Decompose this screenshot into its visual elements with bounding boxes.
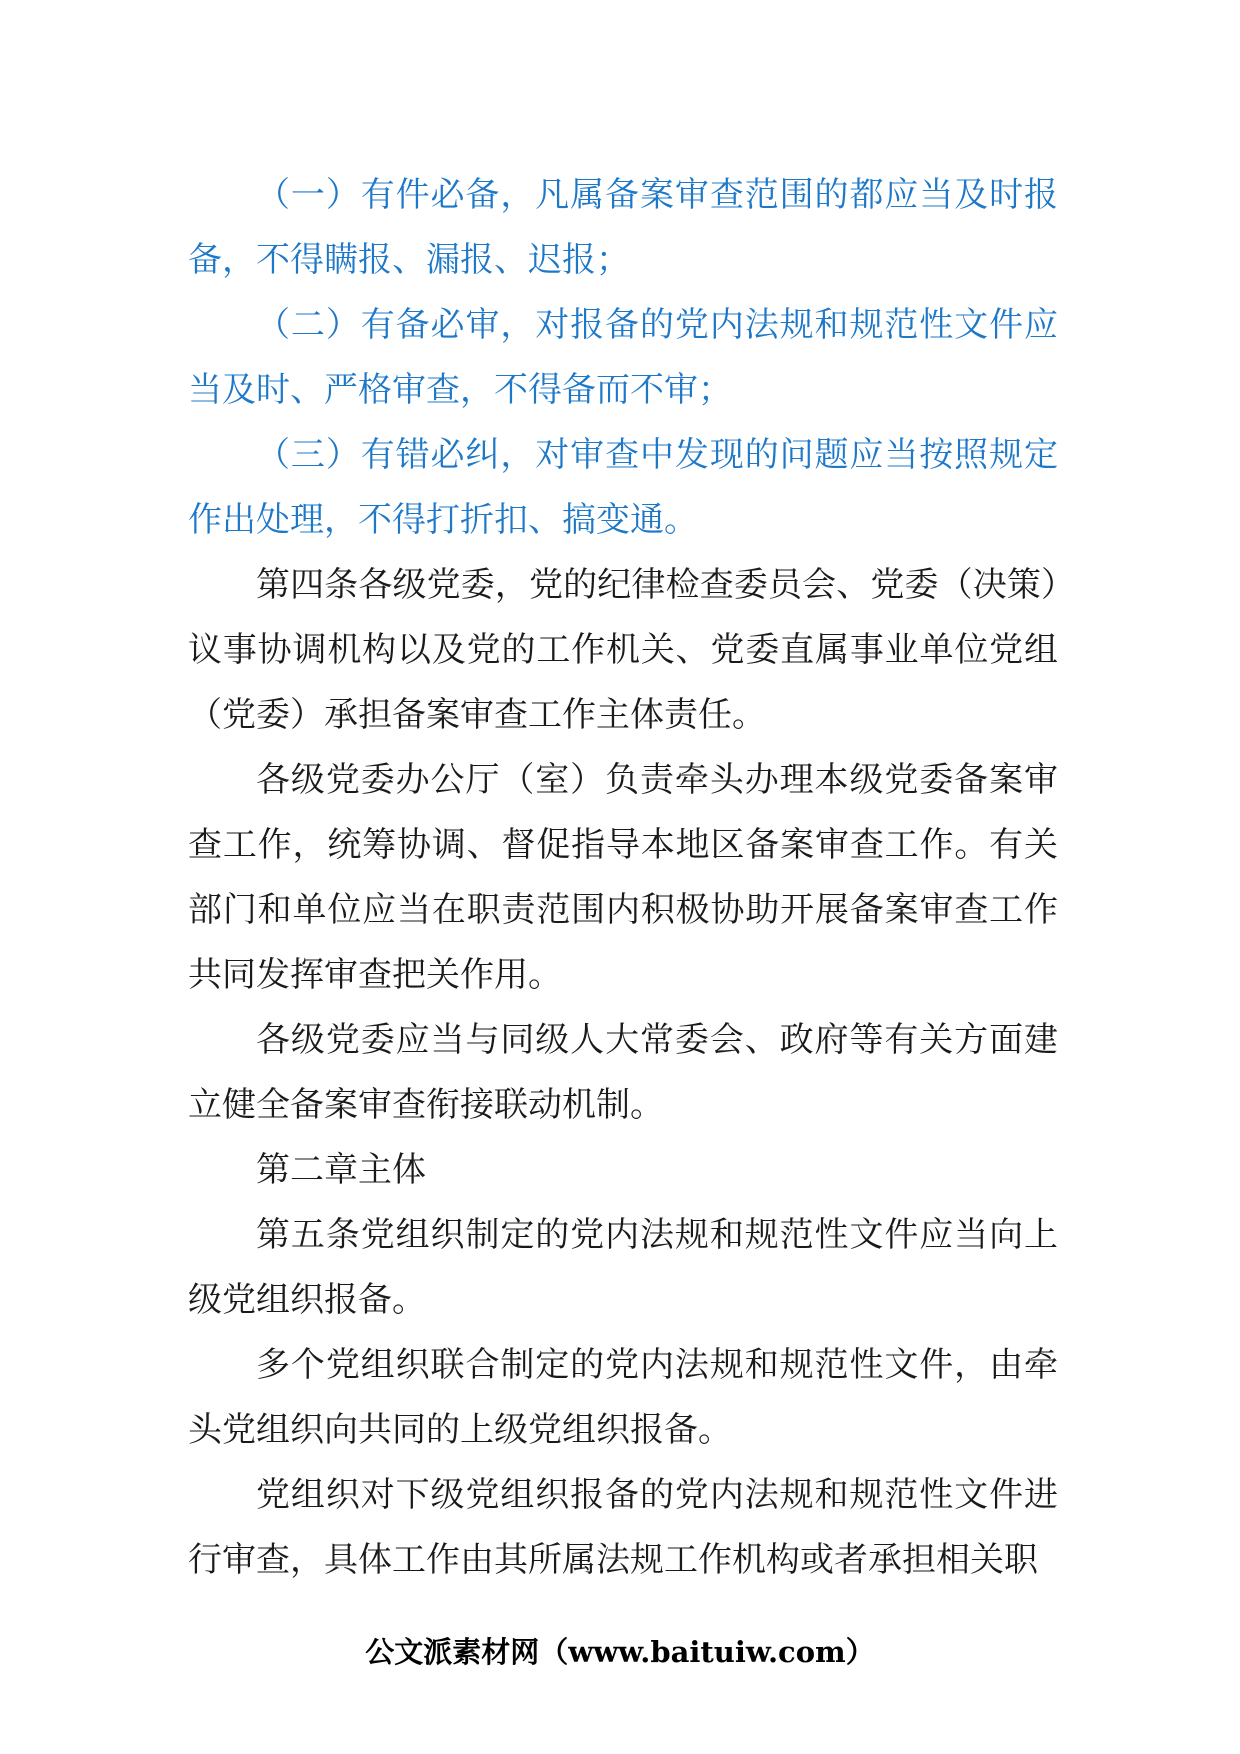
document-body <box>188 163 1058 1593</box>
paragraph-clause-1: （一）有件必备，凡属备案审查范围的都应当及时报备，不得瞒报、漏报、迟报； <box>188 175 1058 280</box>
paragraph-article-4: 第四条各级党委，党的纪律检查委员会、党委（决策）议事协调机构以及党的工作机关、党委直属事业单位党组（党委）承担备案审查工作主体责任。 <box>188 565 1058 735</box>
paragraph-coordination: 各级党委应当与同级人大常委会、政府等有关方面建立健全备案审查衔接联动机制。 <box>188 1020 1058 1125</box>
paragraph-joint-filing: 多个党组织联合制定的党内法规和规范性文件，由牵头党组织向共同的上级党组织报备。 <box>188 1345 1058 1450</box>
paragraph-office-duty: 各级党委办公厅（室）负责牵头办理本级党委备案审查工作，统筹协调、督促指导本地区备案审查工作。有关部门和单位应当在职责范围内积极协助开展备案审查工作共同发挥审查把关作用。 <box>188 760 1058 995</box>
paragraph-clause-2: （二）有备必审，对报备的党内法规和规范性文件应当及时、严格审查，不得备而不审； <box>188 305 1058 410</box>
paragraph-article-5: 第五条党组织制定的党内法规和规范性文件应当向上级党组织报备。 <box>188 1215 1058 1320</box>
paragraph-clause-3: （三）有错必纠，对审查中发现的问题应当按照规定作出处理，不得打折扣、搞变通。 <box>188 435 1058 540</box>
chapter-heading: 第二章主体 <box>256 1150 426 1190</box>
footer-watermark: 公文派素材网（www.baituiw.com） <box>365 1635 875 1669</box>
paragraph-review: 党组织对下级党组织报备的党内法规和规范性文件进行审查，具体工作由其所属法规工作机构或者承担相关职 <box>188 1475 1058 1580</box>
